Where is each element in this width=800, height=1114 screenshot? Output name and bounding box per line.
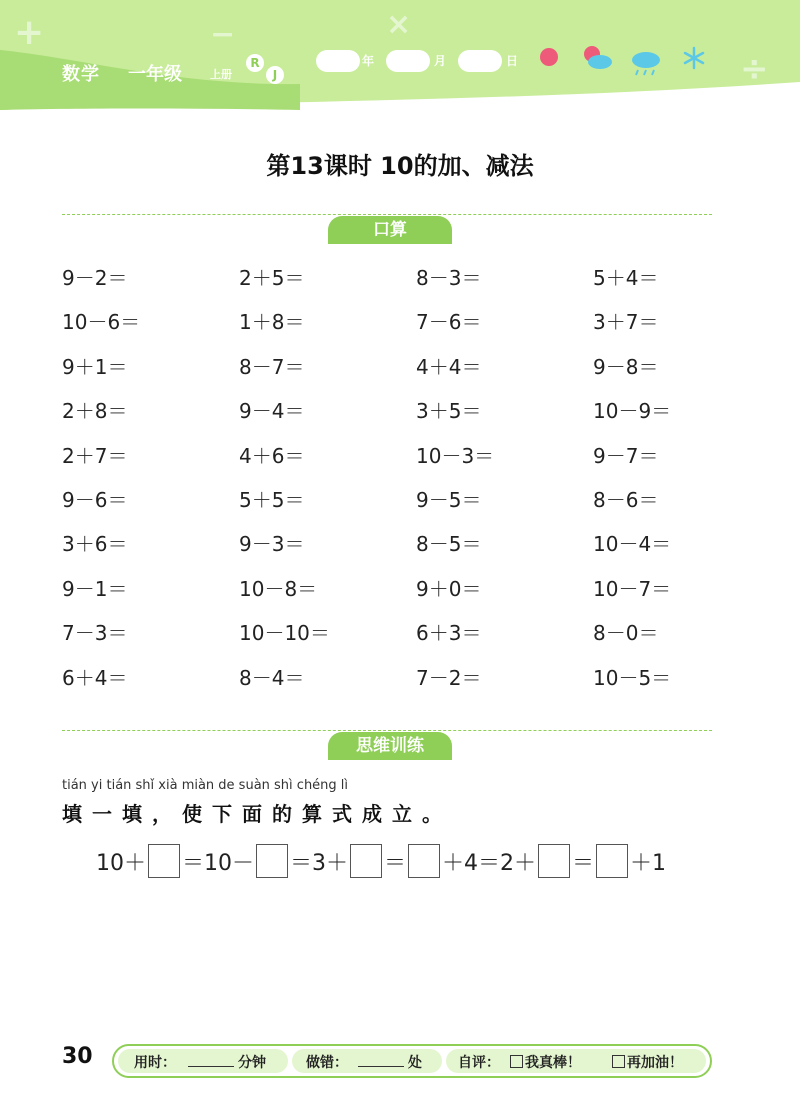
publisher-badge-j: J [266, 66, 284, 84]
page-header [0, 0, 800, 120]
problem-item[interactable]: 8－4＝ [239, 665, 305, 690]
problem-item[interactable]: 10－7＝ [593, 576, 672, 601]
year-field[interactable] [316, 50, 360, 72]
problem-item[interactable]: 9－2＝ [62, 266, 128, 290]
mental-math-grid [62, 262, 742, 706]
problem-item[interactable]: 8－0＝ [593, 621, 659, 646]
problem-item[interactable]: 2＋7＝ [62, 443, 128, 468]
problem-item[interactable]: 9＋0＝ [416, 576, 482, 601]
answer-box[interactable] [408, 844, 440, 878]
problem-item[interactable]: 10－6＝ [62, 310, 141, 335]
problem-item[interactable]: 8－3＝ [416, 266, 482, 290]
svg-text:×: × [386, 7, 412, 42]
cloud-icon[interactable] [628, 48, 664, 76]
problem-item[interactable]: 9－6＝ [62, 487, 128, 512]
problem-item[interactable]: 4＋6＝ [239, 443, 305, 468]
problem-item[interactable]: 2＋5＝ [239, 266, 305, 290]
equation-term: ＋4＝2＋ [442, 850, 537, 876]
day-label: 日 [506, 54, 519, 68]
section-divider [62, 730, 712, 731]
problem-item[interactable]: 7－2＝ [416, 665, 482, 690]
self-eval-label: 自评： [458, 1055, 500, 1071]
subject-label: 数学 [62, 64, 100, 85]
problem-item[interactable]: 9＋1＝ [62, 354, 128, 379]
problem-item[interactable]: 7－6＝ [416, 310, 482, 335]
problem-item[interactable]: 9－3＝ [239, 532, 305, 557]
equation-term: 10＋ [96, 850, 146, 876]
problem-item[interactable]: 9－1＝ [62, 576, 128, 601]
problem-item[interactable]: 1＋8＝ [239, 310, 305, 335]
problem-item[interactable]: 9－5＝ [416, 487, 482, 512]
grade-label: 一年级 [128, 64, 182, 85]
problem-item[interactable]: 9－4＝ [239, 399, 305, 424]
equation-term: ＋1 [630, 850, 667, 876]
equation-term: ＝ [384, 850, 407, 876]
lesson-title: 第13课时 10的加、减法 [266, 152, 534, 180]
option-great-label: 我真棒！ [525, 1055, 581, 1071]
problem-item[interactable]: 9－7＝ [593, 443, 659, 468]
problem-item[interactable]: 4＋4＝ [416, 354, 482, 379]
equation-term: ＝3＋ [290, 850, 348, 876]
errors-label: 做错： [306, 1055, 348, 1071]
problem-item[interactable]: 10－3＝ [416, 443, 495, 468]
section-divider [62, 214, 712, 215]
page-number: 30 [62, 1044, 93, 1069]
problem-item[interactable]: 6＋3＝ [416, 621, 482, 646]
time-label: 用时： [134, 1055, 176, 1071]
problem-item[interactable]: 6＋4＝ [62, 665, 128, 690]
checkbox-icon[interactable] [510, 1055, 523, 1068]
publisher-badge-r: R [246, 54, 264, 72]
checkbox-icon[interactable] [612, 1055, 625, 1068]
problem-item[interactable]: 10－10＝ [239, 621, 330, 646]
errors-unit: 处 [408, 1055, 422, 1071]
problem-item[interactable]: 8－5＝ [416, 532, 482, 557]
svg-text:−: − [210, 17, 236, 52]
errors-field[interactable] [358, 1066, 404, 1067]
section-tab-thinking-training: 思维训练 [328, 732, 452, 760]
problem-item[interactable]: 2＋8＝ [62, 399, 128, 424]
option-great[interactable] [510, 1052, 581, 1072]
section-tab-mental-math: 口算 [328, 216, 452, 244]
problem-item[interactable]: 3＋7＝ [593, 310, 659, 335]
answer-box[interactable] [256, 844, 288, 878]
problem-item[interactable]: 7－3＝ [62, 621, 128, 646]
fill-in-equation [96, 844, 666, 878]
cloudy-sun-icon[interactable] [580, 44, 614, 72]
equation-term: ＝10－ [182, 850, 254, 876]
problem-item[interactable]: 5＋5＝ [239, 487, 305, 512]
option-more[interactable] [612, 1052, 683, 1072]
problem-item[interactable]: 10－8＝ [239, 576, 318, 601]
answer-box[interactable] [148, 844, 180, 878]
time-field[interactable] [188, 1066, 234, 1067]
problem-item[interactable]: 10－9＝ [593, 399, 672, 424]
year-label: 年 [362, 54, 375, 68]
sun-icon[interactable] [538, 46, 560, 68]
instruction-text: 填一填，使下面的算式成立。 [62, 802, 452, 826]
volume-label: 上册 [210, 68, 232, 81]
problem-item[interactable]: 9－8＝ [593, 354, 659, 379]
day-field[interactable] [458, 50, 502, 72]
problem-item[interactable]: 10－5＝ [593, 665, 672, 690]
option-more-label: 再加油！ [627, 1055, 683, 1071]
svg-text:+: + [14, 12, 45, 53]
month-field[interactable] [386, 50, 430, 72]
problem-item[interactable]: 8－7＝ [239, 354, 305, 379]
answer-box[interactable] [596, 844, 628, 878]
equation-term: ＝ [572, 850, 595, 876]
problem-item[interactable]: 3＋5＝ [416, 399, 482, 424]
instruction-pinyin: tián yi tián shǐ xià miàn de suàn shì chéng lì [62, 778, 349, 793]
time-unit: 分钟 [238, 1055, 266, 1071]
problem-item[interactable]: 5＋4＝ [593, 266, 659, 290]
svg-text:÷: ÷ [740, 49, 769, 89]
answer-box[interactable] [538, 844, 570, 878]
snowflake-icon[interactable] [682, 46, 706, 70]
problem-item[interactable]: 8－6＝ [593, 487, 659, 512]
month-label: 月 [434, 54, 447, 68]
answer-box[interactable] [350, 844, 382, 878]
problem-item[interactable]: 10－4＝ [593, 532, 672, 557]
problem-item[interactable]: 3＋6＝ [62, 532, 128, 557]
